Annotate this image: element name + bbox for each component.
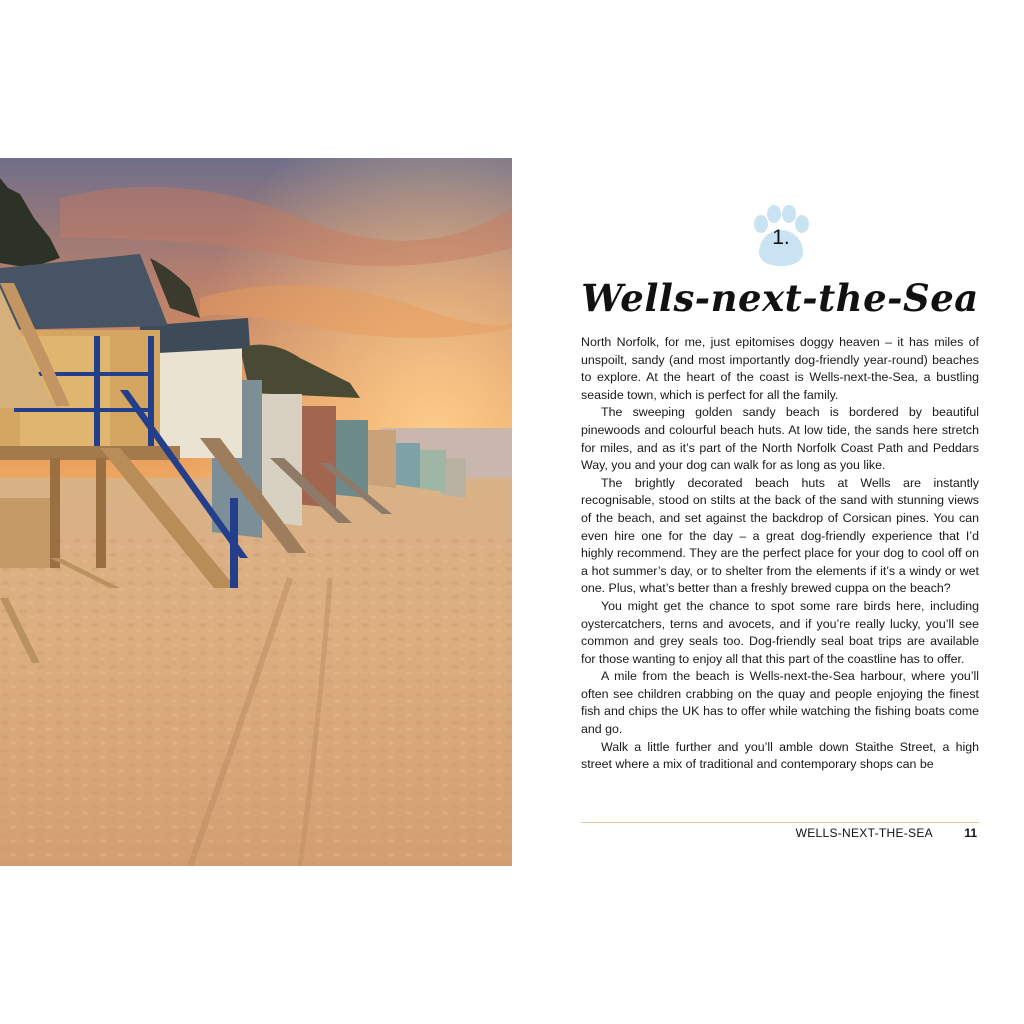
running-head: WELLS-NEXT-THE-SEA [795,826,933,840]
chapter-badge [749,204,813,270]
page-number: 11 [964,826,977,840]
beach-huts-photo [0,158,512,866]
paragraph: Walk a little further and you’ll amble down Staithe Street, a high street where a mix of traditional and contemporary shops can be [581,739,979,772]
chapter-number: 1. [772,226,790,249]
body-text [581,334,979,774]
paragraph: A mile from the beach is Wells-next-the-Sea harbour, where you’ll often see children crabbing on the quay and people enjoying the finest fish and chips the UK has to offer while watching the fishing boats come and go. [581,669,979,737]
paragraph: North Norfolk, for me, just epitomises doggy heaven – it has miles of unspoilt, sandy (and most importantly dog-friendly year-round) beaches to explore. At the heart of the coast is Wells-next-the-Sea, a bustling seaside town, which is perfect for all the family. [581,335,979,402]
paragraph: You might get the chance to spot some rare birds here, including oystercatchers, terns and avocets, and if you’re really lucky, you’ll see common and grey seals too. Dog-friendly seal boat trips are available for those wanting to enjoy all that this part of the coastline has to offer. [581,598,979,666]
footer-rule [581,822,979,823]
paragraph: The sweeping golden sandy beach is bordered by beautiful pinewoods and colourful beach huts. At low tide, the sands here stretch for miles, and as it’s part of the North Norfolk Coast Path and Peddars Way, you and your dog can walk for as long as you like. [581,405,979,473]
text-page [581,160,979,860]
chapter-title: Wells-next-the-Sea [581,276,979,320]
paragraph: The brightly decorated beach huts at Wells are instantly recognisable, stood on stilts at the back of the sand with stunning views of the beach, and set against the backdrop of Corsican pines. You can even hire one for the day – a great dog-friendly experience that I’d highly recommend. They are the perfect place for your dog to cool off on a hot summer’s day, or to shelter from the elements if it’s a windy or wet one. Plus, what’s better than a freshly brewed cuppa on the beach? [581,475,979,596]
